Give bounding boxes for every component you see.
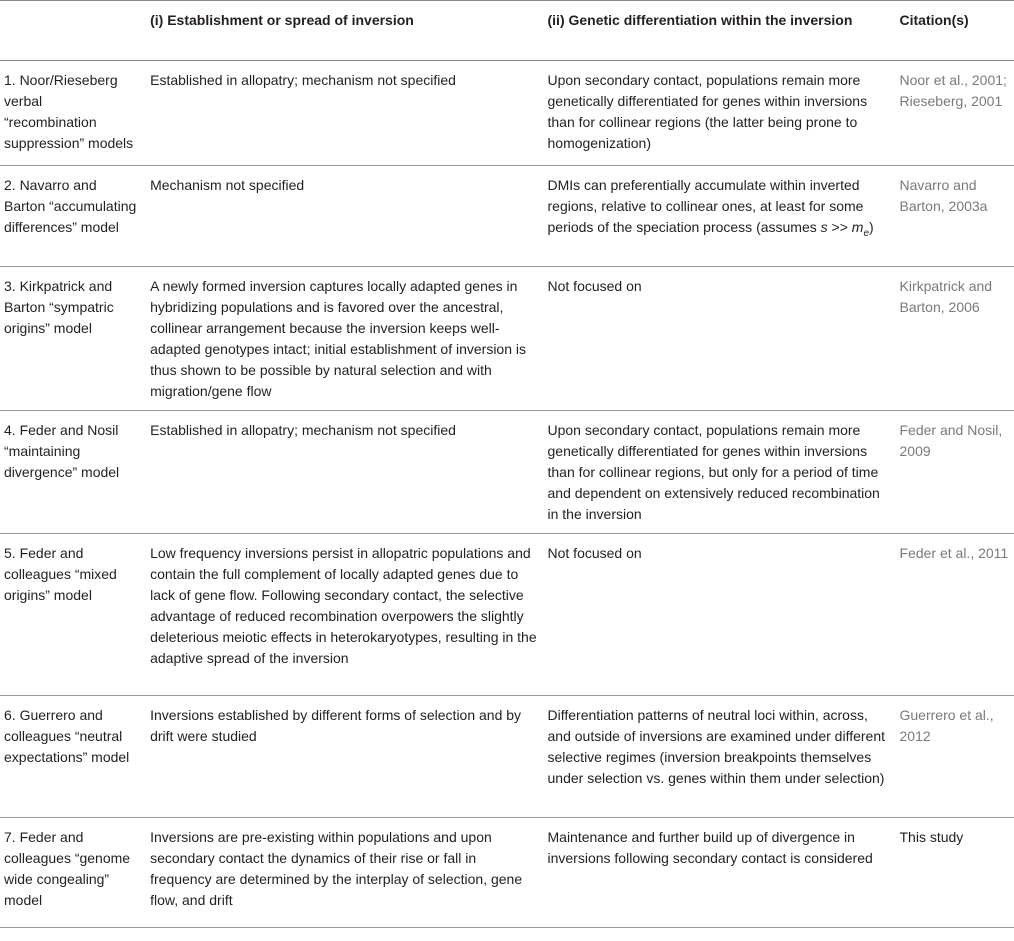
table-row <box>0 267 1014 411</box>
model-name: 1. Noor/Rieseberg verbal “recombination suppression” models <box>4 72 134 151</box>
citation: Kirkpatrick and Barton, 2006 <box>899 278 993 315</box>
differentiation-text: Upon secondary contact, populations remain more genetically differentiated for genes within inversions than for collinear regions, but only for a period of time and dependent on extensively reduced recombination in the inversion <box>547 422 880 522</box>
citation: Guerrero et al., 2012 <box>899 707 994 744</box>
differentiation-text: Not focused on <box>547 278 642 294</box>
differentiation-text: Maintenance and further build up of divergence in inversions following secondary contact is considered <box>547 829 873 866</box>
model-name: 5. Feder and colleagues “mixed origins” model <box>4 545 117 603</box>
establishment-text: Established in allopatry; mechanism not specified <box>150 72 456 88</box>
differentiation-end: ) <box>869 219 874 235</box>
table-row <box>0 411 1014 534</box>
establishment-text: A newly formed inversion captures locally adapted genes in hybridizing populations and is favored over the ancestral, collinear arrangement because the inversion keeps well-adapted genotypes intact; initial establishment of inversion is thus shown to be possible by natural selection and with migration/gene flow <box>150 278 526 399</box>
table-header-row <box>0 1 1014 61</box>
header-citations: Citation(s) <box>899 12 969 28</box>
establishment-text: Mechanism not specified <box>150 177 305 193</box>
differentiation-text: Upon secondary contact, populations remain more genetically differentiated for genes within inversions than for collinear regions (the latter being prone to homogenization) <box>547 72 868 151</box>
model-name: 4. Feder and Nosil “maintaining divergence” model <box>4 422 120 480</box>
differentiation-main: DMIs can preferentially accumulate within inverted regions, relative to collinear ones, at least for some periods of the speciation process (assumes <box>547 177 864 235</box>
header-model <box>0 1 144 61</box>
symbol-m: m <box>851 219 864 235</box>
table-row <box>0 818 1014 928</box>
establishment-text: Inversions established by different forms of selection and by drift were studied <box>150 707 522 744</box>
citation: Navarro and Barton, 2003a <box>899 177 988 214</box>
citation: Noor et al., 2001; Rieseberg, 2001 <box>899 72 1007 109</box>
establishment-text: Inversions are pre-existing within populations and upon secondary contact the dynamics of their rise or fall in frequency are determined by the interplay of selection, gene flow, and drift <box>150 829 523 908</box>
header-differentiation: (ii) Genetic differentiation within the inversion <box>547 12 853 28</box>
symbol-s: s <box>820 219 828 235</box>
differentiation-text: Not focused on <box>547 545 642 561</box>
citation: Feder et al., 2011 <box>899 545 1009 561</box>
table-row <box>0 61 1014 166</box>
model-name: 6. Guerrero and colleagues “neutral expectations” model <box>4 707 130 765</box>
table-row <box>0 166 1014 267</box>
citation: Feder and Nosil, 2009 <box>899 422 1003 459</box>
operator: >> <box>827 219 852 235</box>
table-row <box>0 696 1014 818</box>
establishment-text: Established in allopatry; mechanism not specified <box>150 422 456 438</box>
table-row <box>0 534 1014 696</box>
citation: This study <box>899 829 964 845</box>
establishment-text: Low frequency inversions persist in allopatric populations and contain the full complement of locally adapted genes due to lack of gene flow. Following secondary contact, the selective advantage of reduced recombination overpowers the slightly deleterious meiotic effects in heterokaryotypes, resulting in the adaptive spread of the inversion <box>150 545 537 666</box>
model-name: 3. Kirkpatrick and Barton “sympatric origins” model <box>4 278 114 336</box>
header-establishment: (i) Establishment or spread of inversion <box>150 12 414 28</box>
model-name: 2. Navarro and Barton “accumulating differences” model <box>4 177 137 235</box>
differentiation-text <box>543 166 893 267</box>
symbol-m-subscript: e <box>863 227 870 239</box>
model-name: 7. Feder and colleagues “genome wide congealing” model <box>4 829 131 908</box>
differentiation-text: Differentiation patterns of neutral loci within, across, and outside of inversions are examined under different selective regimes (inversion breakpoints themselves under selection vs. genes within them under selection) <box>547 707 886 786</box>
